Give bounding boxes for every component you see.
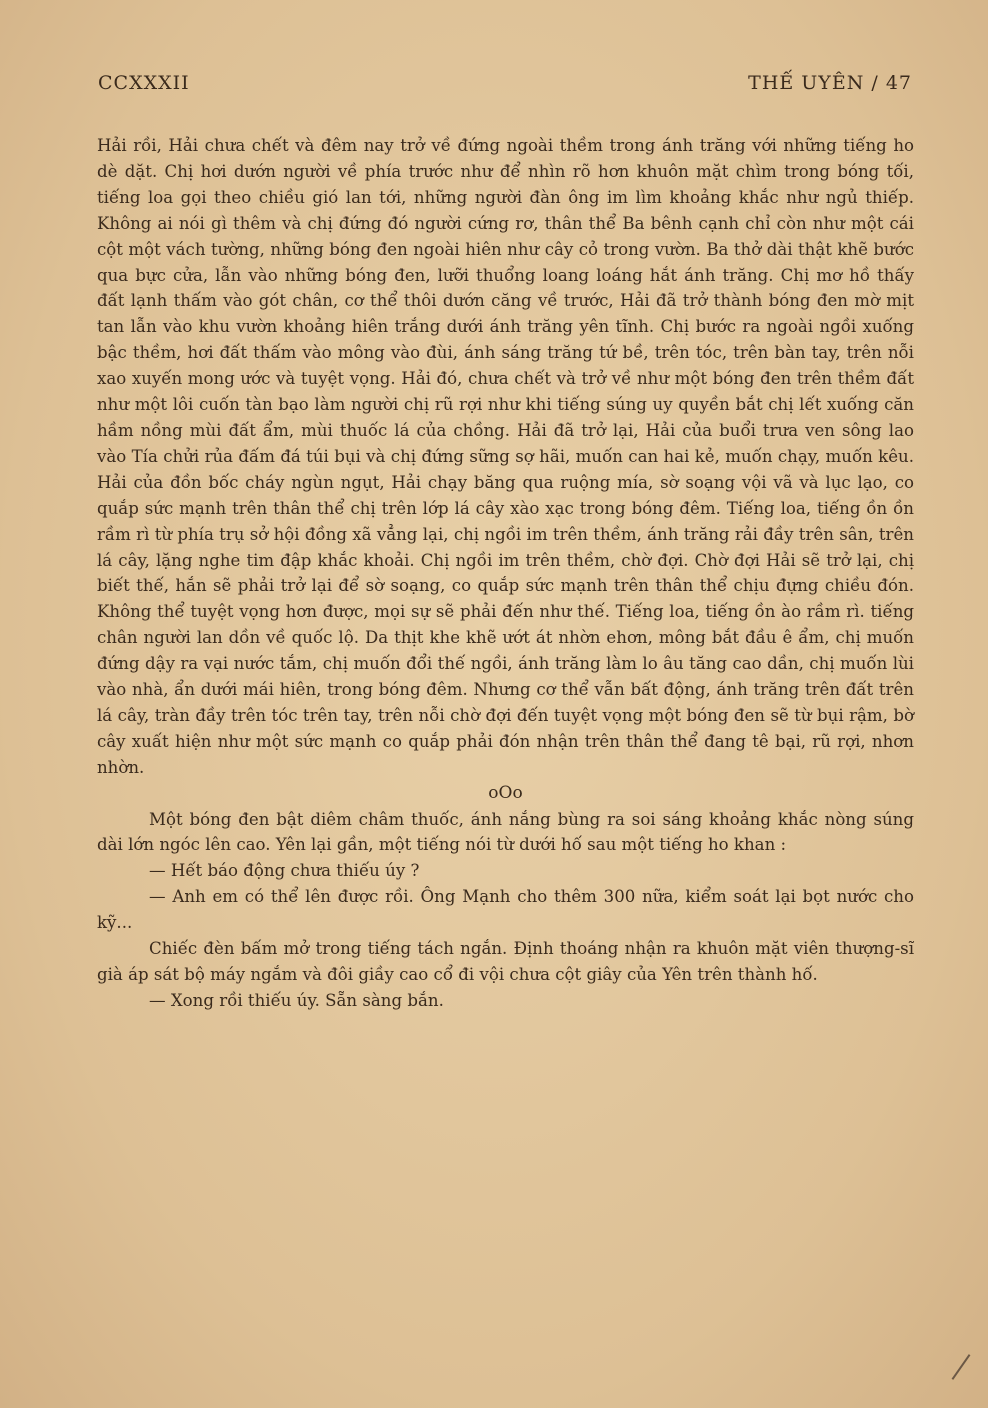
page-header: [98, 72, 912, 102]
author-page-number: THẾ UYÊN / 47: [748, 72, 912, 94]
paragraph: Chiếc đèn bấm mở trong tiếng tách ngắn. Định thoáng nhận ra khuôn mặt viên thượng-sĩ già áp sát bộ máy ngắm và đôi giầy cao cổ đi vội chưa cột giây của Yên trên thành hố.: [97, 939, 914, 984]
body-text: [97, 133, 914, 1014]
section-separator: oOo: [488, 782, 523, 803]
dialogue-line: — Xong rồi thiếu úy. Sẵn sàng bắn.: [149, 990, 444, 1010]
dialogue-line: — Hết báo động chưa thiếu úy ?: [149, 861, 420, 881]
paragraph: Một bóng đen bật diêm châm thuốc, ánh nắng bùng ra soi sáng khoảng khắc nòng súng dài lớn ngóc lên cao. Yên lại gần, một tiếng nói từ dưới hố sau một tiếng ho khan :: [97, 809, 914, 855]
page-corner-mark: [952, 1354, 971, 1380]
dialogue-line: — Anh em có thể lên được rồi. Ông Mạnh cho thêm 300 nữa, kiểm soát lại bọt nước cho kỹ...: [97, 887, 914, 933]
chapter-number: CCXXXII: [98, 72, 190, 94]
paragraph: Hải rồi, Hải chưa chết và đêm nay trở về đứng ngoài thềm trong ánh trăng với những tiếng ho dè dặt. Chị hơi dướn người về phía trước như để nhìn rõ hơn khuôn mặt chìm trong bóng tối, tiếng loa gọi theo chiều gió lan tới, những người đàn ông im lìm khoảng khắc như ngủ thiếp. Không ai nói gì thêm và chị đứng đó người cứng rơ, thân thể Ba bênh cạnh chỉ còn như một cái cột một vách tường, những bóng đen ngoài hiên như cây cỏ trong vườn. Ba thở dài thật khẽ bước qua bực cửa, lẫn vào những bóng đen, lưỡi thuổng loang loáng hắt ánh trăng. Chị mơ hồ thấy đất lạnh thấm vào gót chân, cơ thể thôi dướn căng về trước, Hải đã trở thành bóng đen mờ mịt tan lẫn vào khu vườn khoảng hiên trắng dưới ánh trăng yên tĩnh. Chị bước ra ngoài ngồi xuống bậc thềm, hơi đất thấm vào mông vào đùi, ánh sáng trăng tứ bề, trên tóc, trên bàn tay, trên nỗi xao xuyến mong ước và tuyệt vọng. Hải đó, chưa chết và trở về như một bóng đen trên thềm đất như một lôi cuốn tàn bạo làm người chị rũ rợi như khi tiếng súng uy quyền bắt chị lết xuống căn hầm nồng mùi đất ẩm, mùi thuốc lá của chồng. Hải đã trở lại, Hải của buổi trưa ven sông lao vào Tía chửi rủa đấm đá túi bụi và chị đứng sững sợ hãi, muốn can hai kẻ, muốn chạy, muốn kêu. Hải của đồn bốc cháy ngùn ngụt, Hải chạy băng qua ruộng mía, sờ soạng vội vã và lục lạo, co quắp sức mạnh trên thân thể chị trên lớp lá cây xào xạc trong bóng đêm. Tiếng loa, tiếng ồn ồn rầm rì từ phía trụ sở hội đồng xã vẳng lại, chị ngồi im trên thềm, ánh trăng rải đầy trên sân, trên lá cây, lặng nghe tim đập khắc khoải. Chị ngồi im trên thềm, chờ đợi. Chờ đợi Hải sẽ trở lại, chị biết thế, hắn sẽ phải trở lại để sờ soạng, co quắp sức mạnh trên thân thể chịu đựng chiều đón. Không thể tuyệt vọng hơn được, mọi sự sẽ phải đến như thế. Tiếng loa, tiếng ồn ào rầm rì. tiếng chân người lan dồn về quốc lộ. Da thịt khe khẽ ướt át nhờn ehơn, mông bắt đầu ê ẩm, chị muốn đứng dậy ra vại nước tắm, chị muốn đổi thế ngồi, ánh trăng làm lo âu tăng cao dần, chị muốn lùi vào nhà, ẩn dưới mái hiên, trong bóng đêm. Nhưng cơ thể vẫn bất động, ánh trăng trên đất trên lá cây, tràn đầy trên tóc trên tay, trên nỗi chờ đợi đến tuyệt vọng một bóng đen sẽ từ bụi rậm, bờ cây xuất hiện như một sức mạnh co quắp phải đón nhận trên thân thể đang tê bại, rũ rợi, nhơn nhờn.: [97, 136, 914, 777]
